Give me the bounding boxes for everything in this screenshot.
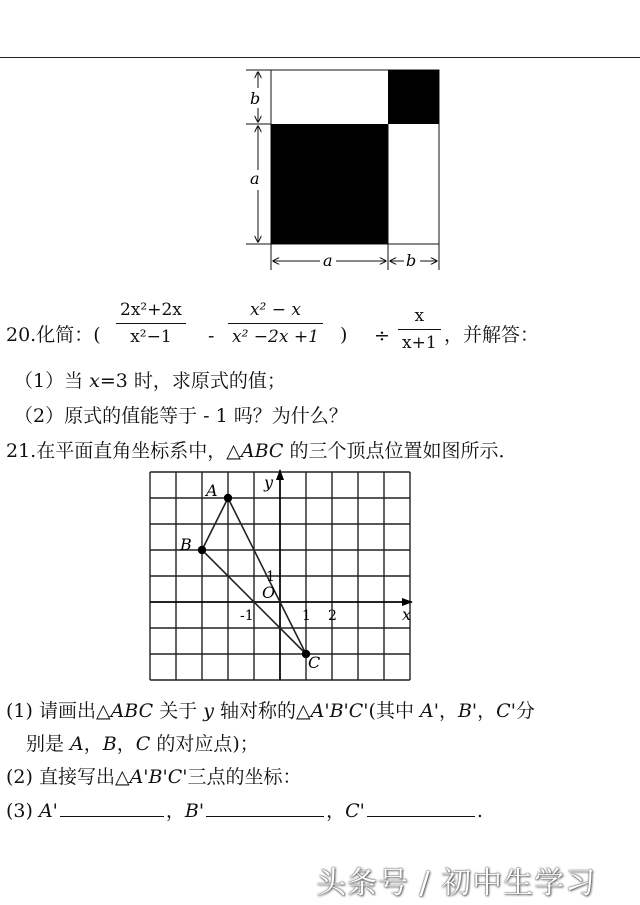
label-vertex-b: B: [180, 535, 192, 554]
answer-blank-c[interactable]: [367, 815, 475, 817]
black-square-b: [388, 70, 439, 124]
label-x-2: 2: [328, 608, 337, 624]
top-divider: [0, 57, 640, 58]
label-a-bottom: a: [323, 251, 333, 270]
q20-prefix: 20.化简：(: [6, 324, 101, 346]
label-a-left: a: [250, 169, 260, 188]
black-square-a: [271, 124, 388, 244]
q21-part3: (3) A' ，B' ，C' .: [6, 800, 483, 822]
square-figure: [238, 64, 458, 279]
q21-part1-line1: (1) 请画出△ABC 关于 y 轴对称的△A'B'C'(其中 A'，B'，C'分: [6, 700, 535, 722]
label-vertex-a: A: [206, 481, 218, 500]
label-y-axis: y: [264, 473, 274, 492]
q20-part1: （1）当 x=3 时，求原式的值；: [14, 370, 286, 392]
label-x-axis: x: [402, 605, 412, 624]
q20-fraction-3: x x+1: [398, 306, 441, 353]
vertex-a: [224, 494, 232, 502]
vertex-b: [198, 546, 206, 554]
q21-part2: (2) 直接写出△A'B'C'三点的坐标：: [6, 766, 302, 788]
y-axis-arrow: [276, 469, 284, 480]
label-b-left: b: [250, 89, 261, 108]
q20-part2: （2）原式的值能等于 - 1 吗？为什么？: [14, 405, 348, 427]
q20-suffix: ，并解答：: [444, 324, 540, 346]
label-vertex-c: C: [308, 653, 321, 672]
label-b-bottom: b: [406, 251, 417, 270]
q20-fraction-1: 2x²+2x x²−1: [116, 300, 186, 347]
label-x-1: 1: [302, 608, 311, 624]
q20-minus: -: [208, 325, 215, 347]
q21-title: 21.在平面直角坐标系中，△ABC 的三个顶点位置如图所示．: [6, 440, 518, 462]
label-y-1: 1: [266, 569, 275, 585]
label-x-neg1: -1: [240, 608, 254, 624]
answer-blank-a[interactable]: [60, 815, 164, 817]
q20-divide: ÷: [374, 325, 390, 347]
answer-blank-b[interactable]: [206, 815, 324, 817]
watermark: 头条号 / 初中生学习: [316, 866, 597, 901]
q20-close-paren: ): [340, 324, 348, 346]
q21-part1-line2: 别是 A，B，C 的对应点)；: [26, 733, 259, 755]
q20-fraction-2: x² − x x² −2x +1: [228, 300, 323, 347]
coordinate-grid: [146, 468, 416, 692]
label-origin: O: [262, 583, 276, 602]
